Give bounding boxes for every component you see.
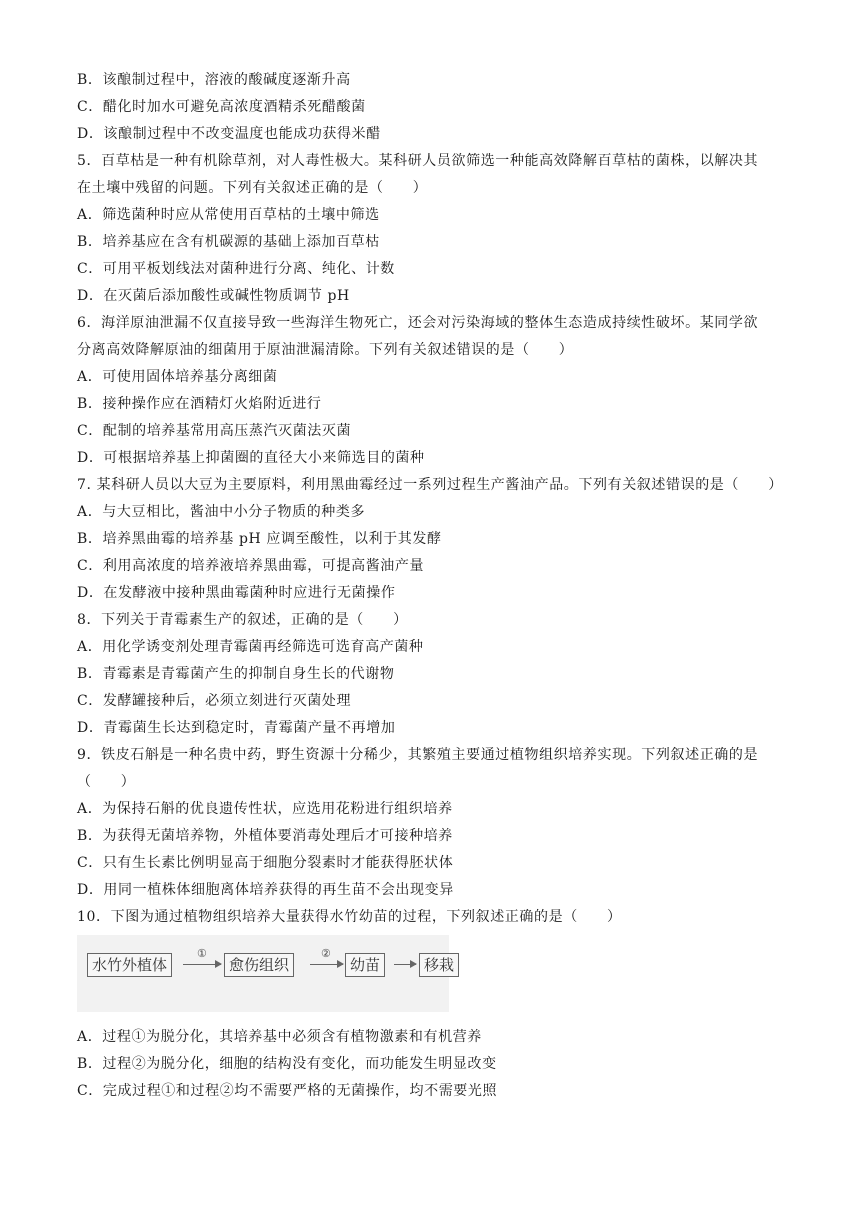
question-6-stem: 6．海洋原油泄漏不仅直接导致一些海洋生物死亡，还会对污染海域的整体生态造成持续性破坏。某同学欲 bbox=[77, 315, 759, 331]
flow-arrow-1 bbox=[183, 964, 221, 965]
question-5-stem: 5．百草枯是一种有机除草剂，对人毒性极大。某科研人员欲筛选一种能高效降解百草枯的菌株，以解决其 bbox=[77, 153, 759, 169]
option-d-q4: D．该酿制过程中不改变温度也能成功获得米醋 bbox=[77, 126, 381, 142]
option-c-q5: C．可用平板划线法对菌种进行分离、纯化、计数 bbox=[77, 261, 395, 277]
question-9-stem: 9．铁皮石斛是一种名贵中药，野生资源十分稀少，其繁殖主要通过植物组织培养实现。下列叙述正确的是 bbox=[77, 747, 759, 763]
question-7-stem: 7. 某科研人员以大豆为主要原料，利用黑曲霉经过一系列过程生产酱油产品。下列有关叙述错误的是（ ） bbox=[77, 477, 783, 493]
question-9-stem-cont: （ ） bbox=[77, 774, 136, 790]
question-5-stem-cont: 在土壤中残留的问题。下列有关叙述正确的是（ ） bbox=[77, 180, 428, 196]
flow-step-2: ② bbox=[321, 947, 331, 960]
option-b-q4: B．该酿制过程中，溶液的酸碱度逐渐升高 bbox=[77, 72, 351, 88]
option-d-q6: D．可根据培养基上抑菌圈的直径大小来筛选目的菌种 bbox=[77, 450, 425, 466]
option-d-q8: D．青霉菌生长达到稳定时，青霉菌产量不再增加 bbox=[77, 720, 396, 736]
option-a-q5: A．筛选菌种时应从常使用百草枯的土壤中筛选 bbox=[77, 207, 380, 223]
flow-arrow-2 bbox=[310, 964, 343, 965]
question-8-stem: 8．下列关于青霉素生产的叙述，正确的是（ ） bbox=[77, 612, 408, 628]
option-b-q5: B．培养基应在含有机碳源的基础上添加百草枯 bbox=[77, 234, 380, 250]
option-d-q7: D．在发酵液中接种黑曲霉菌种时应进行无菌操作 bbox=[77, 585, 396, 601]
flow-step-1: ① bbox=[197, 947, 207, 960]
flow-arrow-3 bbox=[394, 964, 416, 965]
option-b-q8: B．青霉素是青霉菌产生的抑制自身生长的代谢物 bbox=[77, 666, 395, 682]
tissue-culture-flow-diagram bbox=[77, 935, 455, 1012]
question-10-stem: 10．下图为通过植物组织培养大量获得水竹幼苗的过程，下列叙述正确的是（ ） bbox=[77, 909, 622, 925]
option-b-q7: B．培养黑曲霉的培养基 pH 应调至酸性，以利于其发酵 bbox=[77, 531, 442, 547]
option-c-q9: C．只有生长素比例明显高于细胞分裂素时才能获得胚状体 bbox=[77, 855, 454, 871]
question-6-stem-cont: 分离高效降解原油的细菌用于原油泄漏清除。下列有关叙述错误的是（ ） bbox=[77, 342, 574, 358]
option-a-q8: A．用化学诱变剂处理青霉菌再经筛选可选育高产菌种 bbox=[77, 639, 424, 655]
option-c-q6: C．配制的培养基常用高压蒸汽灭菌法灭菌 bbox=[77, 423, 352, 439]
flow-node-callus: 愈伤组织 bbox=[224, 953, 294, 977]
option-a-q10: A．过程①为脱分化，其培养基中必须含有植物激素和有机营养 bbox=[77, 1029, 482, 1045]
option-c-q4: C．醋化时加水可避免高浓度酒精杀死醋酸菌 bbox=[77, 99, 366, 115]
flow-node-transplant: 移栽 bbox=[419, 953, 459, 977]
option-b-q9: B．为获得无菌培养物，外植体要消毒处理后才可接种培养 bbox=[77, 828, 453, 844]
option-b-q10: B．过程②为脱分化，细胞的结构没有变化，而功能发生明显改变 bbox=[77, 1056, 497, 1072]
option-a-q7: A．与大豆相比，酱油中小分子物质的种类多 bbox=[77, 504, 366, 520]
flow-node-explant: 水竹外植体 bbox=[87, 953, 172, 977]
option-d-q9: D．用同一植株体细胞离体培养获得的再生苗不会出现变异 bbox=[77, 882, 454, 898]
option-d-q5: D．在灭菌后添加酸性或碱性物质调节 pH bbox=[77, 288, 350, 304]
option-a-q6: A．可使用固体培养基分离细菌 bbox=[77, 369, 278, 385]
option-c-q7: C．利用高浓度的培养液培养黑曲霉，可提高酱油产量 bbox=[77, 558, 425, 574]
option-a-q9: A．为保持石斛的优良遗传性状，应选用花粉进行组织培养 bbox=[77, 801, 453, 817]
option-b-q6: B．接种操作应在酒精灯火焰附近进行 bbox=[77, 396, 322, 412]
option-c-q8: C．发酵罐接种后，必须立刻进行灭菌处理 bbox=[77, 693, 352, 709]
option-c-q10: C．完成过程①和过程②均不需要严格的无菌操作，均不需要光照 bbox=[77, 1083, 498, 1099]
flow-node-seedling: 幼苗 bbox=[345, 953, 385, 977]
